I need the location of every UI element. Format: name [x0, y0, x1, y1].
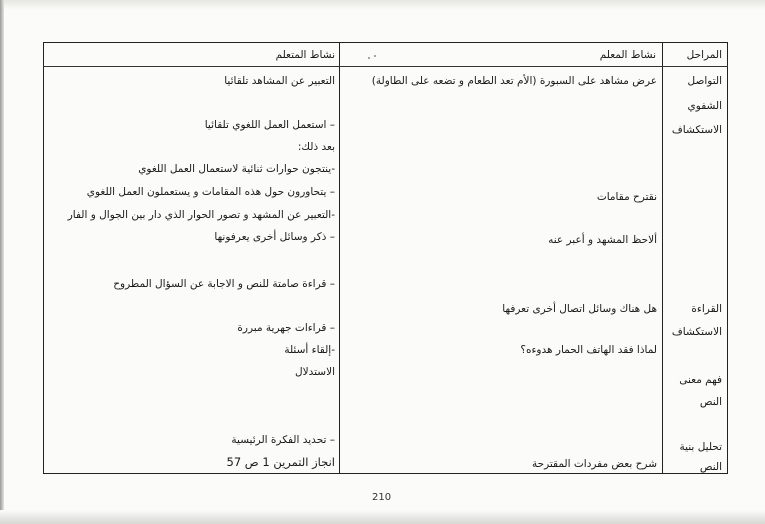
learner-activity-item: -التعبير عن المشهد و تصور الحوار الذي دار بين الجوال و الفار	[67, 209, 335, 221]
teacher-activity-item: ألاحظ المشهد و أعبر عنه	[548, 234, 657, 246]
header-learner-activity: نشاط المتعلم	[275, 49, 335, 61]
header-stages: المراحل	[686, 49, 722, 61]
scan-edge-top	[0, 0, 765, 10]
teacher-activity-item: لماذا فقد الهاتف الحمار هدوءه؟	[520, 344, 657, 356]
header-teacher-activity: نشاط المعلم	[599, 49, 656, 61]
stage-text-structure-line1: تحليل بنية	[679, 441, 722, 453]
learner-activity-item: انجاز التمرين 1 ص 57	[226, 455, 335, 469]
column-divider-learner-teacher	[339, 43, 340, 473]
scan-edge-left	[0, 0, 4, 524]
learner-activity-item: الاستدلال	[294, 366, 335, 378]
learner-activity-item: – استعمل العمل اللغوي تلقائيا	[204, 119, 335, 131]
teacher-activity-item: شرح بعض مفردات المقترحة	[531, 458, 657, 470]
learner-activity-item: – ذكر وسائل أخرى يعرفونها	[214, 231, 335, 243]
stage-text-structure-line2: النص	[699, 461, 722, 473]
table-border-right	[727, 43, 728, 473]
teacher-activity-item: عرض مشاهد على السبورة (الأم تعد الطعام و تضعه على الطاولة)	[371, 75, 657, 87]
learner-activity-item: التعبير عن المشاهد تلقائيا	[224, 75, 335, 87]
stage-exploratory-reading-line2: الاستكشاف	[671, 326, 722, 338]
learner-activity-item: بعد ذلك:	[297, 141, 335, 153]
learner-activity-item: – قراءة صامتة للنص و الاجابة عن السؤال المطروح	[113, 278, 335, 290]
table-border-left	[43, 43, 44, 473]
teacher-activity-item: نقترح مقامات	[596, 191, 657, 203]
header-divider	[43, 66, 728, 67]
learner-activity-item: – قراءات جهرية مبررة	[237, 322, 335, 334]
learner-activity-item: -ينتجون حوارات ثنائية لاستعمال العمل اللغوي	[138, 163, 335, 175]
stage-oral-communication-line1: التواصل	[687, 75, 722, 87]
teacher-activity-item: هل هناك وسائل اتصال أخرى تعرفها	[502, 303, 657, 315]
scan-edge-bottom	[0, 510, 765, 524]
stage-text-meaning-line2: النص	[699, 396, 722, 408]
scan-speck	[374, 55, 376, 57]
page-number: 210	[372, 492, 392, 503]
stage-oral-communication-line3: الاستكشاف	[671, 124, 722, 136]
learner-activity-item: – يتحاورون حول هذه المقامات و يستعملون العمل اللغوي	[86, 186, 335, 198]
scan-speck	[368, 57, 370, 59]
column-divider-teacher-stages	[662, 43, 663, 473]
learner-activity-item: -إلقاء أسئلة	[284, 344, 335, 356]
stage-text-meaning-line1: فهم معنى	[679, 374, 722, 386]
stage-oral-communication-line2: الشفوي	[687, 100, 722, 112]
stage-exploratory-reading-line1: القراءة	[691, 303, 722, 315]
learner-activity-item: – تحديد الفكرة الرئيسية	[231, 434, 335, 446]
lesson-plan-table	[43, 42, 728, 474]
